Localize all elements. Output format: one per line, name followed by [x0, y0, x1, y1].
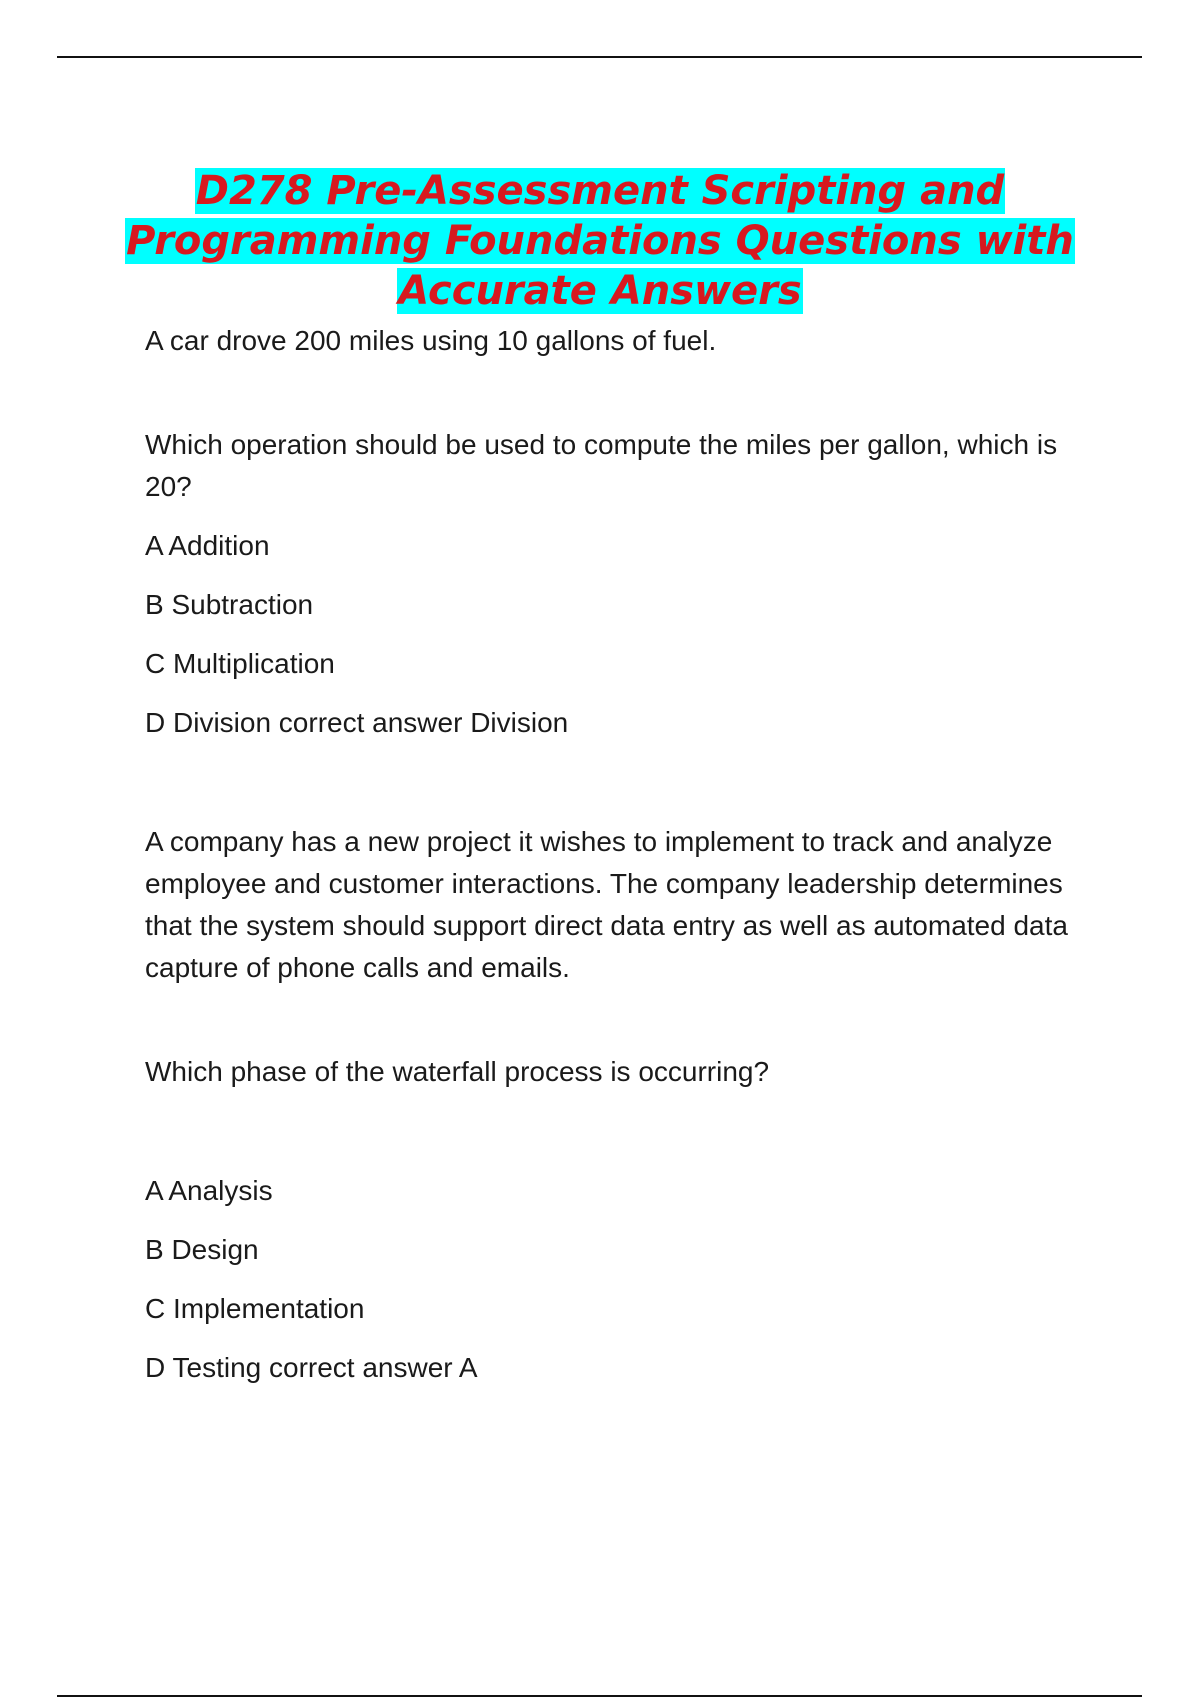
question-2-stem: A company has a new project it wishes to implement to track and analyze employee and customer interactions. The company leadership determines that the system should support direct data entry as well as automated data capture of phone calls and emails.	[145, 826, 1068, 983]
question-1-option-c: C Multiplication	[145, 648, 335, 679]
question-1-prompt: Which operation should be used to compute the miles per gallon, which is 20?	[145, 429, 1058, 502]
question-2-option-c: C Implementation	[145, 1293, 365, 1324]
question-1-option-a: A Addition	[145, 530, 270, 561]
question-2-option-d: D Testing correct answer A	[145, 1352, 478, 1383]
question-1-option-d: D Division correct answer Division	[145, 707, 569, 738]
question-2-option-b: B Design	[145, 1234, 259, 1265]
question-2-option-a: A Analysis	[145, 1175, 273, 1206]
document-title-text: D278 Pre-Assessment Scripting and Programming Foundations Questions with Accurate Answers	[126, 168, 1074, 314]
footer-rule	[57, 1695, 1142, 1697]
document-body	[145, 320, 1085, 1389]
question-2-prompt: Which phase of the waterfall process is occurring?	[145, 1056, 770, 1087]
question-1-stem: A car drove 200 miles using 10 gallons of fuel.	[145, 325, 717, 356]
question-1-option-b: B Subtraction	[145, 589, 314, 620]
document-title	[100, 166, 1100, 316]
header-rule	[57, 56, 1142, 58]
